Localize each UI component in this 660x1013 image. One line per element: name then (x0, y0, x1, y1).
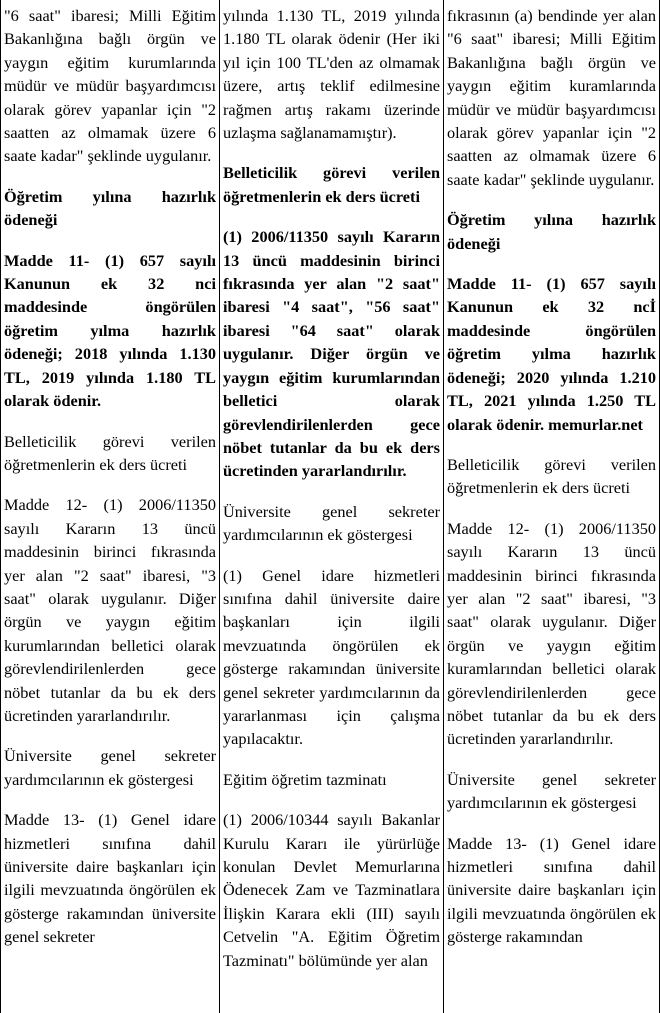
column-middle (220, 0, 444, 1013)
heading-education-compensation: Eğitim öğretim tazminatı (223, 769, 387, 789)
article-12: Madde 12- (1) 2006/11350 sayılı Kararın 13 üncü maddesinin birinci fıkrasında yer alan "2 saat" ibaresi, "3 saat" olarak uygulanır. Diğer örgün ve yaygın eğitim kuramlarından belletici olarak görevlendirilenlerden gece nöbet tutanlar da bu ek ders ücretinden yararlandırılır. (447, 518, 656, 749)
heading-preparation-allowance: Öğretim yılına hazırlık ödeneği (447, 210, 656, 253)
article-13: Madde 13- (1) Genel idare hizmetleri sınıfına dahil üniversite daire başkanları için ilgili mevzuatında öngörülen ek gösterge rakamından üniversite genel sekreter (4, 810, 216, 947)
heading-belleticilik: Belleticilik görevi verilen öğretmenlerin ek ders ücreti (223, 163, 440, 206)
paragraph: "6 saat" ibaresi; Milli Eğitim Bakanlığına bağlı örgün ve yaygın eğitim kurumlarında müdür ve müdür başyardımcısı olarak görev yapanlar için "2 saatten az olmamak üzere 6 saate kadar" şeklinde uygulanır. (4, 6, 216, 166)
paragraph-belleticilik-proposal: (1) 2006/11350 sayılı Kararın 13 üncü maddesinin birinci fıkrasında yer alan "2 saat" ibaresi "4 saat", "56 saat" ibaresi "64 saat" olarak uygulanır. Diğer örgün ve yaygın eğitim kurumlarından belletici olarak görevlendirilenlerden gece nöbet tutanlar da bu ek ders ücretinden yararlandırılır. (223, 227, 440, 481)
paragraph-education-compensation: (1) 2006/10344 sayılı Bakanlar Kurulu Kararı ile yürürlüğe konulan Devlet Memurlarına Ödenecek Zam ve Tazminatlara İlişkin Karara ekli (III) sayılı Cetvelin "A. Eğitim Öğretim Tazminatı" bölümünde yer alan (223, 810, 440, 970)
column-right (444, 0, 659, 1013)
heading-belleticilik: Belleticilik görevi verilen öğretmenlerin ek ders ücreti (447, 454, 656, 498)
article-11: Madde 11- (1) 657 sayılı Kanunun ek 32 ncİ maddesinde öngörülen öğretim yılma hazırlık ödeneği; 2020 yılında 1.210 TL, 2021 yılında 1.250 TL olarak ödenir. memurlar.net (447, 274, 656, 434)
article-13: Madde 13- (1) Genel idare hizmetleri sınıfına dahil üniversite daire başkanları için ilgili mevzuatında öngörülen ek gösterge rakamından (447, 833, 656, 947)
article-11: Madde 11- (1) 657 sayılı Kanunun ek 32 nci maddesinde öngörülen öğretim yılma hazırlık ödeneği; 2018 yılında 1.130 TL, 2019 yılında 1.180 TL olarak ödenir. (4, 250, 216, 411)
heading-belleticilik: Belleticilik görevi verilen öğretmenlerin ek ders ücreti (4, 431, 216, 474)
heading-university-secretary: Üniversite genel sekreter yardımcılarının ek göstergesi (223, 501, 440, 545)
paragraph-university-secretary-proposal: (1) Genel idare hizmetleri sınıfına dahil üniversite daire başkanları için ilgili mevzuatında öngörülen ek gösterge rakamından üniversite genel sekreter yardımcılarının da yararlanması için çalışma yapılacaktır. (223, 565, 440, 749)
heading-university-secretary: Üniversite genel sekreter yardımcılarının ek göstergesi (447, 769, 656, 813)
paragraph: fıkrasının (a) bendinde yer alan "6 saat" ibaresi; Milli Eğitim Bakanlığına bağlı örgün ve yaygın eğitim kuramlarında müdür ve müdür başyardımcısı olarak görev yapanlar için "2 saatten az olmamak üzere 6 saate kadar" şeklinde uygulanır. (447, 6, 656, 189)
article-12: Madde 12- (1) 2006/11350 sayılı Kararın 13 üncü maddesinin birinci fıkrasında yer alan "2 saat" ibaresi, "3 saat" olarak uygulanır. Diğer örgün ve yaygın eğitim kurumlarından belletici olarak görevlendirilenlerden gece nöbet tutanlar da bu ek ders ücretinden yararlandırılır. (4, 495, 216, 725)
heading-preparation-allowance: Öğretim yılına hazırlık ödeneği (4, 186, 216, 230)
heading-university-secretary: Üniversite genel sekreter yardımcılarının ek göstergesi (4, 746, 216, 789)
paragraph: yılında 1.130 TL, 2019 yılında 1.180 TL olarak ödenir (Her iki yıl için 100 TL'den az olmamak üzere, artış teklif edilmesine rağmen artış rakamı üzerinde uzlaşma sağlanamamıştır). (223, 6, 440, 143)
column-left (1, 0, 220, 1013)
